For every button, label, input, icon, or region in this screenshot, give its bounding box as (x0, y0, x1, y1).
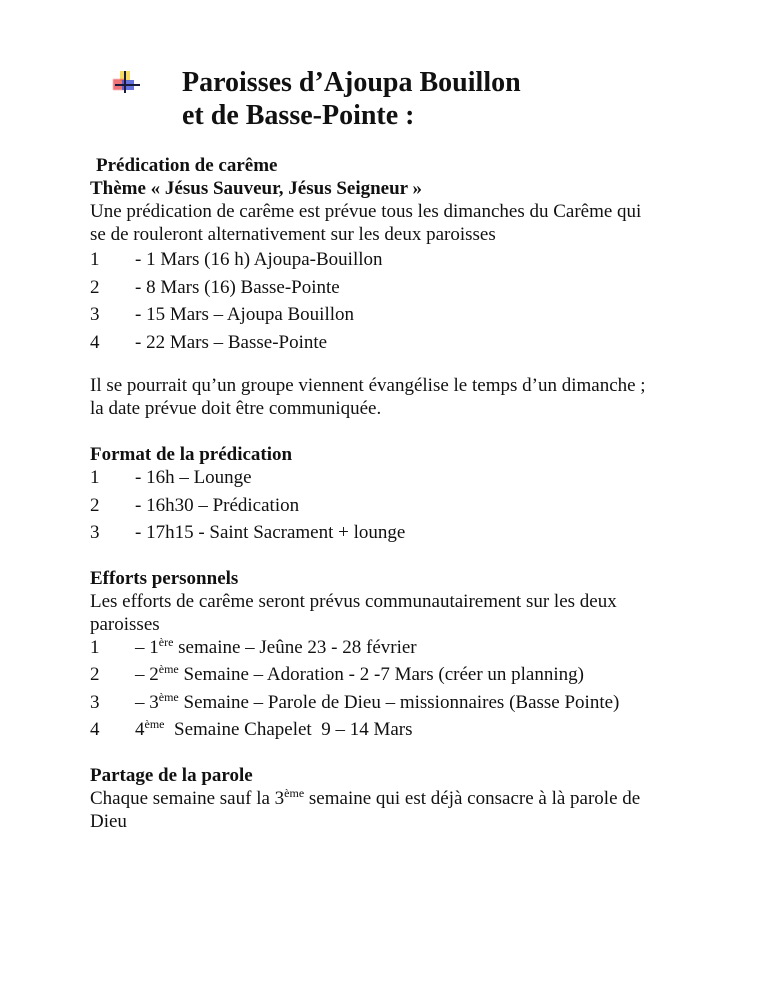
title-line-1: Paroisses d’Ajoupa Bouillon (182, 67, 521, 98)
item-body: Semaine – Parole de Dieu – missionnaires (Basse Pointe) (178, 691, 620, 713)
format-list (90, 466, 730, 549)
item-text: - 8 Mars (16) Basse-Pointe (135, 276, 340, 298)
theme-heading: Thème « Jésus Sauveur, Jésus Seigneur » (90, 178, 423, 199)
predication-schedule-list (90, 248, 730, 358)
list-item (90, 466, 730, 494)
item-number: 3 (90, 522, 100, 543)
item-number: 1 (90, 636, 100, 658)
list-item (90, 303, 730, 331)
partage-text-before: Chaque semaine sauf la 3 (90, 787, 285, 809)
partage-line-2: Dieu (90, 810, 127, 832)
title-line-2: et de Basse-Pointe : (182, 100, 415, 131)
document-body (90, 154, 730, 833)
item-prefix: – 2 (135, 664, 159, 685)
efforts-intro-line-1: Les efforts de carême seront prévus communautairement sur les deux (90, 590, 617, 612)
item-text (135, 718, 413, 741)
partage-superscript: ème (284, 785, 305, 800)
item-prefix: – 1 (135, 636, 159, 658)
item-superscript: ème (158, 662, 179, 676)
item-number: 1 (90, 249, 100, 270)
item-body: semaine – Jeûne 23 - 28 février (173, 636, 417, 658)
item-text (135, 691, 619, 714)
page-title (182, 66, 521, 132)
predication-intro-line-2: se de rouleront alternativement sur les deux paroisses (90, 224, 496, 245)
logo-vertical-line (124, 71, 126, 93)
list-item (90, 494, 730, 522)
predication-heading: Prédication de carême (96, 155, 278, 176)
item-text: - 16h – Lounge (135, 467, 252, 488)
item-text: - 15 Mars – Ajoupa Bouillon (135, 304, 355, 325)
item-text: - 1 Mars (16 h) Ajoupa-Bouillon (135, 249, 383, 270)
item-prefix: – 3 (135, 691, 159, 713)
item-text (135, 636, 417, 659)
item-prefix: 4 (135, 719, 145, 740)
item-number: 2 (90, 494, 100, 516)
item-text: - 17h15 - Saint Sacrament + lounge (135, 522, 406, 543)
item-number: 1 (90, 467, 100, 488)
item-number: 2 (90, 664, 100, 685)
format-heading: Format de la prédication (90, 444, 293, 465)
partage-text-after: semaine qui est déjà consacre à là parole de (304, 787, 641, 809)
list-item (90, 691, 730, 719)
list-item (90, 331, 730, 359)
item-body: Semaine – Adoration - 2 -7 Mars (créer un planning) (178, 664, 584, 685)
item-text: - 16h30 – Prédication (135, 494, 300, 516)
efforts-heading: Efforts personnels (90, 567, 239, 589)
note-line-1: Il se pourrait qu’un groupe viennent évangélise le temps d’un dimanche ; (90, 375, 646, 396)
efforts-list (90, 636, 730, 746)
list-item (90, 663, 730, 691)
efforts-intro-line-2: paroisses (90, 613, 160, 635)
partage-line-1 (90, 787, 730, 810)
item-text: - 22 Mars – Basse-Pointe (135, 331, 328, 353)
list-item (90, 521, 730, 549)
logo-horizontal-line (115, 84, 140, 86)
item-superscript: ème (144, 717, 165, 731)
colored-squares-cross-bullet-icon (113, 71, 141, 97)
item-superscript: ère (158, 634, 174, 649)
item-number: 4 (90, 719, 100, 740)
note-line-2: la date prévue doit être communiquée. (90, 398, 382, 419)
item-text (135, 663, 584, 686)
item-body: Semaine Chapelet 9 – 14 Mars (164, 719, 413, 740)
item-number: 3 (90, 691, 100, 713)
list-item (90, 276, 730, 304)
item-number: 4 (90, 331, 100, 353)
predication-intro-line-1: Une prédication de carême est prévue tous les dimanches du Carême qui (90, 201, 642, 222)
item-number: 3 (90, 304, 100, 325)
item-superscript: ème (158, 689, 179, 704)
list-item (90, 718, 730, 746)
partage-heading: Partage de la parole (90, 764, 253, 786)
list-item (90, 636, 730, 664)
item-number: 2 (90, 276, 100, 298)
list-item (90, 248, 730, 276)
